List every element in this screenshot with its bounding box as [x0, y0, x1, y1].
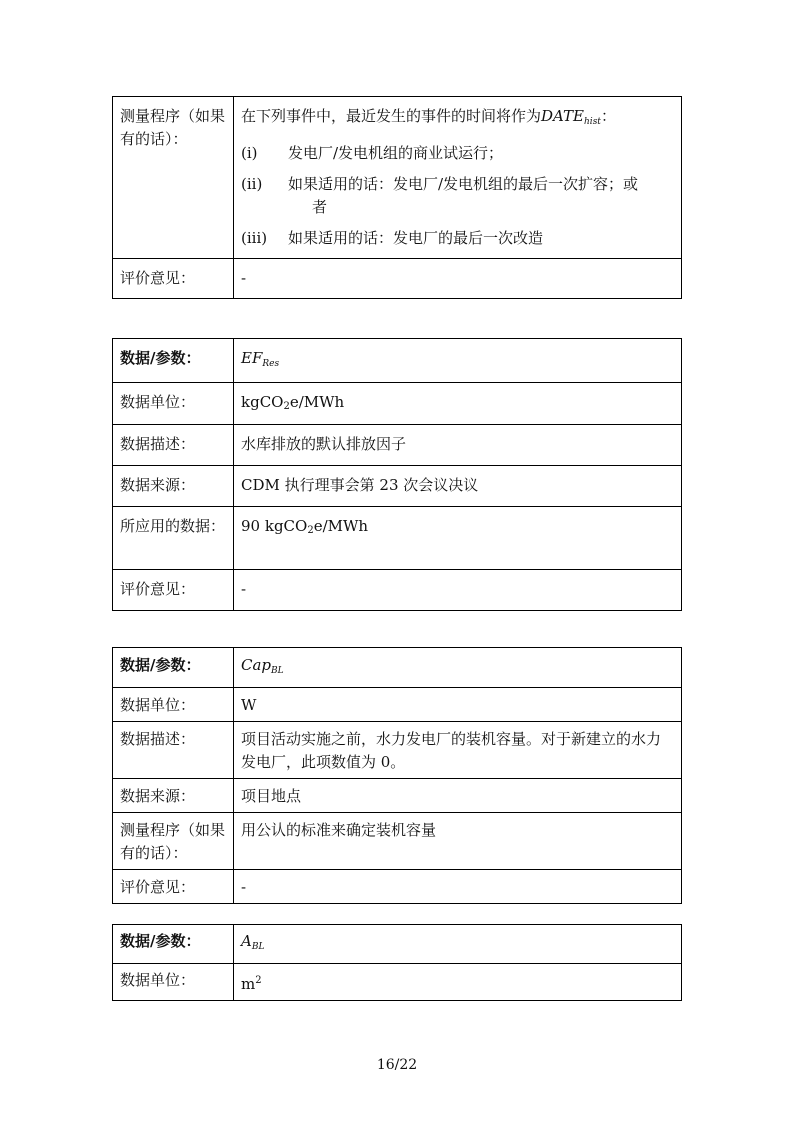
table-row [113, 813, 682, 870]
procedure-intro: 在下列事件中，最近发生的事件的时间将作为 [241, 107, 542, 125]
list-text-continued: 者 [312, 198, 328, 216]
procedure-value: 用公认的标准来确定装机容量 [234, 813, 682, 870]
table-row [113, 688, 682, 722]
applied-value: 90 kgCO$_2$e/MWh [234, 507, 682, 570]
procedure-table [112, 96, 682, 299]
table-row [113, 779, 682, 813]
table-row [113, 964, 682, 1001]
cap-bl-table [112, 647, 682, 904]
comment-value: - [234, 259, 682, 299]
comment-value: - [234, 570, 682, 611]
table-row [113, 925, 682, 964]
list-marker: (ii) [241, 175, 263, 193]
table-row [113, 870, 682, 904]
applied-label: 所应用的数据： [113, 507, 234, 570]
unit-label: 数据单位： [113, 964, 234, 1001]
table-row [113, 97, 682, 259]
table-row [113, 425, 682, 466]
table-row [113, 570, 682, 611]
param-value: $EF_{Res}$ [234, 339, 682, 383]
unit-value: W [234, 688, 682, 722]
table-row [113, 648, 682, 688]
date-variable: $DATE_{hist}$ [541, 107, 601, 127]
procedure-intro-line: 在下列事件中，最近发生的事件的时间将作为$DATE_{hist}$： [241, 107, 616, 127]
param-label: 数据/参数： [113, 925, 234, 964]
list-marker: (i) [241, 144, 258, 162]
comment-label: 评价意见： [113, 259, 234, 299]
unit-label: 数据单位： [113, 383, 234, 425]
desc-value: 水库排放的默认排放因子 [234, 425, 682, 466]
source-value: CDM 执行理事会第 23 次会议决议 [234, 466, 682, 507]
table-row [113, 339, 682, 383]
page-number: 16/22 [376, 1057, 418, 1073]
source-value: 项目地点 [234, 779, 682, 813]
desc-label: 数据描述： [113, 722, 234, 779]
source-label: 数据来源： [113, 779, 234, 813]
param-value: $A_{BL}$ [234, 925, 682, 964]
list-text: 如果适用的话：发电厂/发电机组的最后一次扩容；或 [288, 175, 639, 193]
table-row [113, 383, 682, 425]
table-row [113, 722, 682, 779]
comment-value: - [234, 870, 682, 904]
source-label: 数据来源： [113, 466, 234, 507]
procedure-label: 测量程序（如果有的话）： [113, 97, 234, 259]
table-row [113, 507, 682, 570]
table-row [113, 466, 682, 507]
list-marker: (iii) [241, 229, 268, 247]
a-bl-table [112, 924, 682, 1001]
comment-label: 评价意见： [113, 570, 234, 611]
param-label: 数据/参数： [113, 648, 234, 688]
desc-value: 项目活动实施之前，水力发电厂的装机容量。对于新建立的水力发电厂，此项数值为 0。 [234, 722, 682, 779]
list-item [241, 227, 675, 250]
comment-label: 评价意见： [113, 870, 234, 904]
param-label: 数据/参数： [113, 339, 234, 383]
list-item [241, 173, 675, 219]
unit-label: 数据单位： [113, 688, 234, 722]
procedure-label: 测量程序（如果有的话）： [113, 813, 234, 870]
list-item [241, 142, 675, 165]
desc-label: 数据描述： [113, 425, 234, 466]
list-text: 如果适用的话：发电厂的最后一次改造 [288, 229, 544, 247]
unit-value: kgCO$_2$e/MWh [234, 383, 682, 425]
param-value: Cap$_{BL}$ [234, 648, 682, 688]
procedure-cell [234, 97, 682, 259]
ef-res-table [112, 338, 682, 611]
table-row [113, 259, 682, 299]
list-text: 发电厂/发电机组的商业试运行； [288, 144, 504, 162]
unit-value: $m^2$ [234, 964, 682, 1001]
